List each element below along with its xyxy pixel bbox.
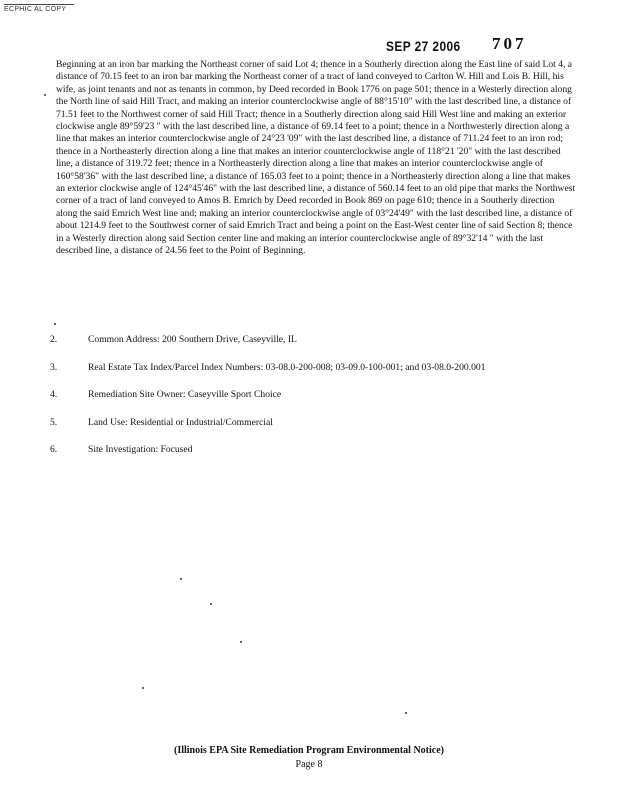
- list-item: [50, 417, 610, 445]
- document-number-stamp: 707: [492, 34, 527, 53]
- footer-notice: (Illinois EPA Site Remediation Program Environmental Notice): [174, 745, 444, 756]
- item-number: 3.: [50, 361, 58, 373]
- site-info-list: [50, 334, 610, 472]
- common-address: Common Address: 200 Southern Drive, Caseyville, IL: [88, 334, 297, 345]
- scan-speck: [142, 687, 144, 689]
- land-use: Land Use: Residential or Industrial/Commercial: [88, 416, 273, 428]
- scan-speck: [44, 94, 46, 96]
- legal-description-paragraph: Beginning at an iron bar marking the Northeast corner of said Lot 4; thence in a Southerly direction along the East line of said Lot 4, a distance of 70.15 feet to an iron bar marking the Northeast corner of a tract of land conveyed to Carlton W. Hill and Lois B. Hill, his wife, as joint tenants and not as tenants in common, by Deed recorded in Book 1776 on page 501; thence in a Westerly direction along the North line of said Hill Tract, and making an interior counterclockwise angle of 88°15'10" with the last described line, a distance of 71.51 feet to the Northwest corner of said Hill Tract; thence in a Southerly direction along said Hill West line and making an exterior clockwise angle 89°59'23 " with the last described line, a distance of 69.14 feet to a point; thence in a Northwesterly direction along a line that makes an interior counterclockwise angle of 24°23 '09" with the last described line, a distance of 711.24 feet to an iron rod; thence in a Northeasterly direction along a line that makes an interior counterclockwise angle of 118°21 '20" with the last described line, a distance of 319.72 feet; thence in a Northeasterly direction along a line that makes an interior counterclockwise angle of 160°58'36" with the last described line, a distance of 165.03 feet to a point; thence in a Northeasterly direction along a line that makes an exterior clockwise angle of 124°45'46" with the last described line, a distance of 560.14 feet to an old pipe that marks the Northwest corner of a tract of land conveyed to Amos B. Emrich by Deed recorded in Book 869 on page 610; thence in a Southerly direction along the said Emrich West line and; making an interior counterclockwise angle of 03°24'49" with the last described line, a distance of about 1214.9 feet to the Southwest corner of said Emrich Tract and being a point on the East-West center line of said Section 8; thence in a Westerly direction along said Section center line and making an interior counterclockwise angle of 89°32'14 " with the last described line, a distance of 24.56 feet to the Point of Beginning.: [56, 59, 576, 257]
- site-owner: Remediation Site Owner: Caseyville Sport Choice: [88, 389, 282, 400]
- scan-speck: [210, 603, 212, 605]
- copy-stamp: ECPHIC AL COPY: [4, 4, 74, 13]
- page-number: Page 8: [295, 759, 323, 770]
- scan-speck: [54, 323, 56, 325]
- list-item: [50, 444, 610, 472]
- item-number: 2.: [50, 334, 58, 345]
- item-number: 4.: [50, 389, 58, 400]
- scan-speck: [405, 712, 407, 714]
- list-item: [50, 334, 610, 362]
- recording-date-stamp: SEP 27 2006: [386, 38, 461, 54]
- item-number: 6.: [50, 444, 58, 455]
- list-item: [50, 389, 610, 417]
- scan-speck: [180, 578, 182, 580]
- item-number: 5.: [50, 416, 58, 428]
- parcel-index-numbers: Real Estate Tax Index/Parcel Index Numbers: 03-08.0-200-008; 03-09.0-100-001; and 03-08.0-200.001: [88, 361, 486, 373]
- list-item: [50, 362, 610, 390]
- scan-speck: [240, 641, 242, 643]
- site-investigation: Site Investigation: Focused: [88, 444, 193, 455]
